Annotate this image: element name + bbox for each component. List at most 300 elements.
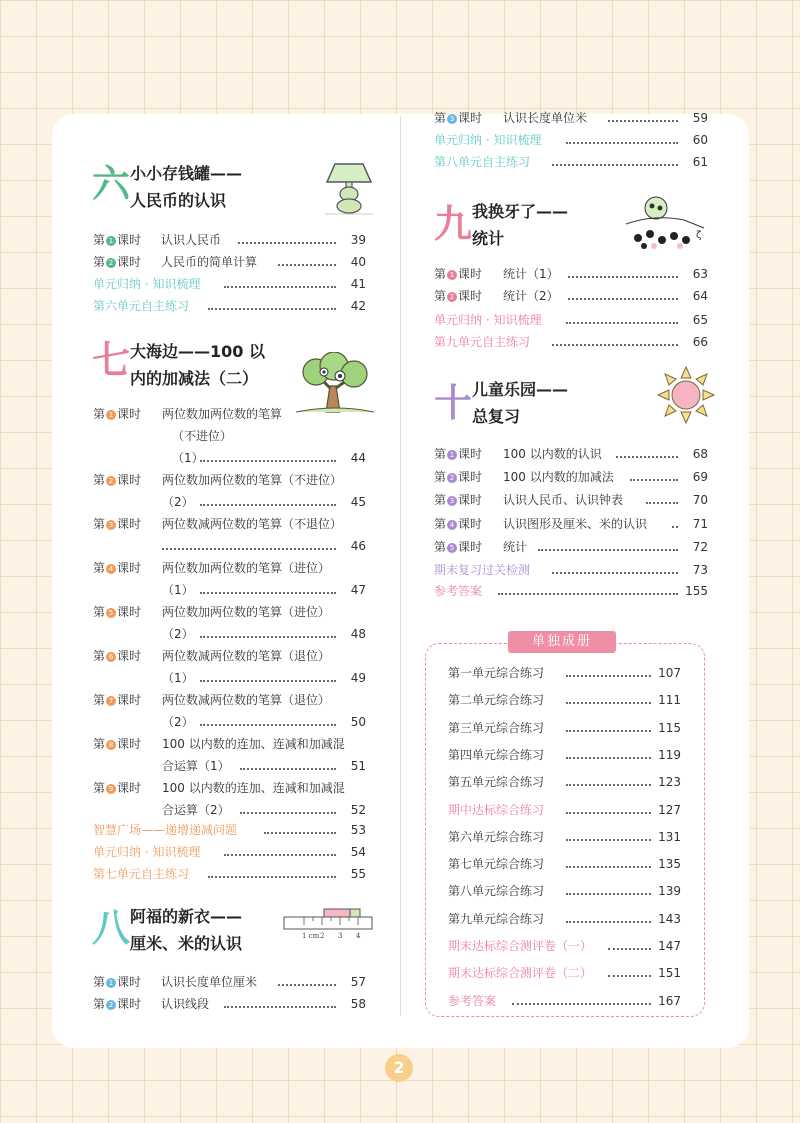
entry-title: 认识图形及厘米、米的认识	[503, 517, 648, 531]
unit7-title-line2: 内的加减法（二）	[130, 369, 259, 388]
page-number: 48	[350, 627, 366, 641]
entry-title: 100 以内数的连加、连减和加减混	[162, 781, 345, 795]
page-number: 42	[350, 299, 366, 313]
entry-title: 两位数减两位数的笔算（不退位）	[162, 517, 343, 531]
toc-entry[interactable]	[93, 778, 366, 820]
lesson-label	[93, 558, 141, 578]
page-number: 111	[658, 693, 681, 708]
toc-entry[interactable]	[93, 558, 366, 600]
leader-dots	[208, 308, 336, 310]
entry-title: 第四单元综合练习	[448, 747, 545, 762]
leader-dots	[566, 730, 651, 732]
page-number: 54	[350, 845, 366, 859]
toc-entry[interactable]	[93, 820, 366, 840]
lesson-label	[434, 514, 482, 534]
entry-title: （1）	[162, 583, 194, 597]
leader-dots	[608, 120, 678, 122]
unit6-number: 六	[92, 162, 131, 206]
toc-entry[interactable]	[93, 864, 366, 884]
lesson-suffix: 课时	[458, 493, 483, 507]
page-number: 52	[350, 803, 366, 817]
toc-entry[interactable]	[434, 286, 708, 306]
lesson-suffix: 课时	[117, 975, 142, 989]
lesson-label	[93, 602, 141, 622]
lesson-label	[434, 490, 482, 510]
toc-entry[interactable]	[448, 854, 681, 874]
toc-entry[interactable]	[448, 690, 681, 710]
lesson-number-badge: 2	[447, 292, 457, 302]
lesson-number-badge: 2	[106, 1000, 116, 1010]
toc-entry[interactable]	[448, 800, 681, 820]
lesson-prefix: 第	[93, 649, 106, 663]
svg-text:ζ: ζ	[696, 230, 702, 241]
unit9-title-line1: 我换牙了——	[472, 202, 569, 221]
lesson-label	[93, 734, 141, 754]
lesson-label	[93, 972, 141, 992]
toc-entry[interactable]	[448, 745, 681, 765]
lesson-prefix: 第	[93, 561, 106, 575]
lesson-number-badge: 8	[106, 740, 116, 750]
toc-entry[interactable]	[434, 130, 708, 150]
unit7-title-line1: 大海边——100 以	[130, 342, 265, 361]
page-number: 68	[692, 447, 708, 461]
lesson-label	[93, 404, 141, 424]
page-number: 58	[350, 997, 366, 1011]
leader-dots	[200, 724, 336, 726]
toc-entry[interactable]	[93, 646, 366, 688]
lesson-suffix: 课时	[458, 289, 483, 303]
leader-dots	[240, 768, 336, 770]
page-number: 40	[350, 255, 366, 269]
lesson-number-badge: 5	[447, 543, 457, 553]
entry-title: 统计（1）	[503, 267, 559, 281]
lesson-suffix: 课时	[458, 470, 483, 484]
toc-entry[interactable]	[93, 690, 366, 732]
entry-title: 两位数加两位数的笔算	[162, 407, 283, 421]
leader-dots	[568, 298, 678, 300]
page-number: 46	[350, 539, 366, 553]
entry-title: 认识长度单位厘米	[161, 975, 258, 989]
entry-title: 认识人民币、认识钟表	[503, 493, 624, 507]
lesson-suffix: 课时	[117, 407, 142, 421]
toc-entry[interactable]	[434, 152, 708, 172]
entry-title: （1）	[162, 671, 194, 685]
entry-title: 期末达标综合测评卷（一）	[448, 939, 593, 953]
lesson-suffix: 课时	[458, 517, 483, 531]
leader-dots	[208, 876, 336, 878]
lesson-prefix: 第	[93, 693, 106, 707]
entry-title: 统计（2）	[503, 289, 559, 303]
page-number: 107	[658, 666, 681, 680]
page-number: 57	[350, 975, 366, 989]
leader-dots	[566, 702, 651, 704]
unit7-number: 七	[92, 338, 131, 382]
toc-entry[interactable]	[93, 274, 366, 294]
page-number: 135	[658, 857, 681, 872]
page-number: 64	[692, 289, 708, 303]
lesson-suffix: 课时	[117, 781, 142, 795]
page-number: 39	[350, 233, 366, 247]
entry-title: 单元归纳 · 知识梳理	[434, 133, 542, 147]
lesson-label	[434, 444, 482, 464]
lesson-label	[434, 108, 482, 128]
entry-title: 合运算（1）	[162, 759, 230, 773]
lesson-label	[93, 994, 141, 1014]
toc-entry[interactable]	[448, 991, 681, 1011]
entry-title: 第九单元自主练习	[434, 335, 531, 349]
entry-title: 第七单元自主练习	[93, 867, 190, 881]
entry-title: 第八单元自主练习	[434, 155, 531, 169]
lesson-prefix: 第	[93, 737, 106, 751]
page-number: 59	[692, 111, 708, 125]
entry-title: 认识长度单位米	[503, 111, 588, 125]
lesson-number-badge: 2	[106, 476, 116, 486]
lesson-prefix: 第	[93, 233, 106, 247]
toc-entry[interactable]	[93, 252, 366, 272]
leader-dots	[224, 854, 336, 856]
leader-dots	[566, 142, 678, 144]
ruler-label: 2	[320, 932, 325, 940]
lesson-suffix: 课时	[458, 540, 483, 554]
lesson-suffix: 课时	[117, 693, 142, 707]
lesson-number-badge: 3	[447, 114, 457, 124]
entry-title: 人民币的简单计算	[161, 255, 258, 269]
lesson-suffix: 课时	[458, 111, 483, 125]
entry-title: 第八单元综合练习	[448, 884, 545, 899]
lesson-number-badge: 6	[106, 652, 116, 662]
lesson-prefix: 第	[434, 470, 447, 484]
leader-dots	[566, 866, 651, 868]
entry-title: 合运算（2）	[162, 803, 230, 817]
lesson-number-badge: 2	[447, 473, 457, 483]
lesson-suffix: 课时	[117, 561, 142, 575]
lesson-number-badge: 1	[106, 236, 116, 246]
lesson-prefix: 第	[93, 997, 106, 1011]
lesson-number-badge: 1	[106, 978, 116, 988]
page-number: 53	[350, 823, 366, 837]
lesson-label	[434, 264, 482, 284]
leader-dots	[566, 322, 678, 324]
lesson-suffix: 课时	[458, 267, 483, 281]
entry-title: 第五单元综合练习	[448, 775, 545, 790]
toc-entry[interactable]	[448, 827, 681, 847]
leader-dots	[238, 242, 336, 244]
leader-dots	[566, 675, 651, 677]
leader-dots	[672, 526, 678, 528]
toc-entry[interactable]	[434, 108, 708, 128]
entry-title: 两位数加两位数的笔算（进位）	[162, 605, 331, 619]
lesson-label	[434, 286, 482, 306]
lesson-number-badge: 2	[106, 258, 116, 268]
leader-dots	[630, 479, 678, 481]
unit6-title-line2: 人民币的认识	[130, 191, 227, 210]
page-number: 60	[692, 133, 708, 147]
toc-entry[interactable]	[434, 490, 708, 510]
lesson-suffix: 课时	[458, 447, 483, 461]
leader-dots	[566, 921, 651, 923]
lesson-label	[93, 470, 141, 490]
lesson-label	[93, 514, 141, 534]
page-number: 55	[350, 867, 366, 881]
entry-title: 期中达标综合练习	[448, 802, 545, 817]
page-number: 66	[692, 335, 708, 349]
entry-title: 第九单元综合练习	[448, 911, 545, 926]
lesson-suffix: 课时	[117, 737, 142, 751]
page-number: 151	[658, 966, 681, 981]
lesson-prefix: 第	[93, 473, 106, 487]
entry-title: 期末复习过关检测	[434, 563, 531, 577]
entry-title: 100 以内数的连加、连减和加减混	[162, 737, 345, 751]
lesson-prefix: 第	[434, 111, 447, 125]
page-number: 63	[692, 267, 708, 281]
entry-title: 单元归纳 · 知识梳理	[434, 313, 542, 327]
ruler-label: 3	[338, 932, 343, 940]
lesson-number-badge: 1	[447, 270, 457, 280]
leader-dots	[224, 1006, 336, 1008]
entry-title: 100 以内数的认识	[503, 447, 602, 461]
toc-entry[interactable]	[434, 332, 708, 352]
leader-dots	[566, 757, 651, 759]
lesson-prefix: 第	[93, 255, 106, 269]
toc-entry[interactable]	[434, 310, 708, 330]
leader-dots	[512, 1003, 651, 1005]
unit10-title-line2: 总复习	[472, 407, 521, 426]
entry-title: 参考答案	[448, 993, 497, 1008]
toc-entry[interactable]	[434, 537, 708, 557]
unit8-number: 八	[92, 906, 131, 950]
entry-title: （1）	[172, 451, 204, 465]
lesson-suffix: 课时	[117, 233, 142, 247]
entry-title: 单元归纳 · 知识梳理	[93, 277, 201, 291]
unit8-title-line2: 厘米、米的认识	[130, 934, 243, 953]
toc-entry[interactable]	[93, 602, 366, 644]
entry-title: 第六单元自主练习	[93, 299, 190, 313]
toc-entry[interactable]	[434, 581, 708, 601]
leader-dots	[616, 456, 678, 458]
lesson-label	[93, 778, 141, 798]
leader-dots	[278, 984, 336, 986]
page-number: 49	[350, 671, 366, 685]
toc-entry[interactable]	[448, 881, 681, 901]
page-number: 47	[350, 583, 366, 597]
lesson-number-badge: 3	[106, 520, 116, 530]
ruler-label: 4	[356, 932, 361, 940]
entry-title: 期末达标综合测评卷（二）	[448, 966, 593, 981]
unit6-title-line1: 小小存钱罐——	[130, 164, 243, 183]
leader-dots	[566, 812, 651, 814]
leader-dots	[162, 548, 336, 550]
page-number: 155	[685, 584, 708, 598]
toc-entry[interactable]	[448, 663, 681, 683]
lesson-prefix: 第	[434, 493, 447, 507]
toc-entry[interactable]	[434, 444, 708, 464]
page-number: 143	[658, 911, 681, 926]
lesson-prefix: 第	[434, 447, 447, 461]
entry-title: 两位数加两位数的笔算（不进位）	[162, 473, 343, 487]
page-number: 41	[350, 277, 366, 291]
toc-entry[interactable]	[93, 470, 366, 512]
page-number: 123	[658, 775, 681, 790]
leader-dots	[552, 572, 678, 574]
toc-entry[interactable]	[93, 296, 366, 316]
lesson-label	[93, 646, 141, 666]
lamp-icon	[325, 160, 373, 216]
page-number: 127	[658, 802, 681, 817]
toc-entry[interactable]	[448, 963, 681, 983]
entry-title: （2）	[162, 627, 194, 641]
page-number: 65	[692, 313, 708, 327]
page-number: 45	[350, 495, 366, 509]
lesson-number-badge: 1	[447, 450, 457, 460]
leader-dots	[552, 344, 678, 346]
lesson-prefix: 第	[93, 407, 106, 421]
entry-title: 两位数加两位数的笔算（进位）	[162, 561, 331, 575]
entry-title: 单元归纳 · 知识梳理	[93, 845, 201, 859]
sun-icon	[656, 366, 716, 424]
leader-dots	[566, 784, 651, 786]
page-number: 147	[658, 939, 681, 953]
lesson-number-badge: 7	[106, 696, 116, 706]
toc-entry[interactable]	[434, 467, 708, 487]
unit9-number: 九	[434, 202, 473, 246]
leader-dots	[264, 832, 336, 834]
toc-entry[interactable]	[93, 734, 366, 776]
lesson-prefix: 第	[93, 517, 106, 531]
lesson-number-badge: 3	[447, 496, 457, 506]
leader-dots	[566, 839, 651, 841]
entry-title: 两位数减两位数的笔算（退位）	[162, 693, 331, 707]
page-number: 50	[350, 715, 366, 729]
lesson-suffix: 课时	[117, 605, 142, 619]
lesson-label	[434, 537, 482, 557]
page-number: 69	[692, 470, 708, 484]
entry-title: 100 以内数的加减法	[503, 470, 614, 484]
lesson-prefix: 第	[93, 605, 106, 619]
page-number: 139	[658, 884, 681, 899]
lesson-label	[93, 252, 141, 272]
ruler-label: 1 cm	[302, 932, 320, 940]
toc-entry[interactable]	[93, 842, 366, 862]
leader-dots	[568, 276, 678, 278]
statistics-diagram-icon	[624, 194, 714, 254]
lesson-number-badge: 5	[106, 608, 116, 618]
page-number: 73	[692, 563, 708, 577]
lesson-label	[93, 230, 141, 250]
entry-title: 第二单元综合练习	[448, 693, 545, 708]
toc-entry[interactable]	[434, 264, 708, 284]
lesson-prefix: 第	[93, 975, 106, 989]
leader-dots	[200, 504, 336, 506]
leader-dots	[200, 680, 336, 682]
lesson-prefix: 第	[434, 517, 447, 531]
lesson-number-badge: 4	[447, 520, 457, 530]
lesson-label	[434, 467, 482, 487]
toc-entry[interactable]	[448, 718, 681, 738]
page-number: 2	[385, 1054, 413, 1082]
lesson-prefix: 第	[93, 781, 106, 795]
page-number: 131	[658, 829, 681, 844]
leader-dots	[200, 460, 336, 462]
entry-title: 第一单元综合练习	[448, 666, 545, 680]
page-number: 71	[692, 517, 708, 531]
leader-dots	[646, 502, 678, 504]
unit8-title-line1: 阿福的新衣——	[130, 907, 243, 926]
entry-title: 智慧广场——递增递减问题	[93, 823, 238, 837]
toc-entry[interactable]	[93, 230, 366, 250]
unit10-number: 十	[434, 381, 473, 425]
toc-entry[interactable]	[448, 772, 681, 792]
lesson-prefix: 第	[434, 267, 447, 281]
entry-title: 认识人民币	[161, 233, 222, 247]
entry-title: 参考答案	[434, 584, 483, 598]
unit9-title-line2: 统计	[472, 229, 505, 248]
lesson-suffix: 课时	[117, 649, 142, 663]
entry-title: （2）	[162, 495, 194, 509]
lesson-prefix: 第	[434, 540, 447, 554]
lesson-suffix: 课时	[117, 255, 142, 269]
page-number: 167	[658, 993, 681, 1008]
leader-dots	[278, 264, 336, 266]
column-divider	[400, 116, 401, 1016]
leader-dots	[608, 948, 651, 950]
leader-dots	[200, 592, 336, 594]
entry-title: 第六单元综合练习	[448, 829, 545, 844]
entry-title: （2）	[162, 715, 194, 729]
lesson-number-badge: 1	[106, 410, 116, 420]
lesson-suffix: 课时	[117, 473, 142, 487]
toc-entry[interactable]	[448, 936, 681, 956]
leader-dots	[240, 812, 336, 814]
page-number: 70	[692, 493, 708, 507]
entry-title: 第三单元综合练习	[448, 720, 545, 735]
toc-entry[interactable]	[93, 514, 366, 556]
page-number: 44	[350, 451, 366, 465]
page-number: 115	[658, 720, 681, 735]
lesson-label	[93, 690, 141, 710]
unit10-title-line1: 儿童乐园——	[472, 380, 569, 399]
leader-dots	[608, 975, 651, 977]
leader-dots	[498, 593, 678, 595]
page-number: 119	[658, 747, 681, 762]
entry-title: 统计	[503, 540, 528, 554]
entry-title: （不进位）	[172, 429, 233, 443]
toc-entry[interactable]	[434, 514, 708, 534]
page-number: 72	[692, 540, 708, 554]
leader-dots	[552, 164, 678, 166]
lesson-suffix: 课时	[117, 517, 142, 531]
leader-dots	[200, 636, 336, 638]
toc-entry[interactable]	[434, 560, 708, 580]
toc-entry[interactable]	[93, 994, 366, 1014]
entry-title: 第七单元综合练习	[448, 857, 545, 872]
lesson-suffix: 课时	[117, 997, 142, 1011]
leader-dots	[224, 286, 336, 288]
lesson-prefix: 第	[434, 289, 447, 303]
page-number: 61	[692, 155, 708, 169]
ruler-icon	[282, 907, 374, 941]
entry-title: 两位数减两位数的笔算（退位）	[162, 649, 331, 663]
lesson-number-badge: 9	[106, 784, 116, 794]
toc-entry[interactable]	[93, 972, 366, 992]
page-number: 51	[350, 759, 366, 773]
separate-booklet-title: 单独成册	[508, 631, 616, 653]
lesson-number-badge: 4	[106, 564, 116, 574]
toc-entry[interactable]	[448, 909, 681, 929]
leader-dots	[538, 549, 678, 551]
toc-entry[interactable]	[93, 404, 366, 468]
entry-title: 认识线段	[161, 997, 210, 1011]
leader-dots	[566, 893, 651, 895]
